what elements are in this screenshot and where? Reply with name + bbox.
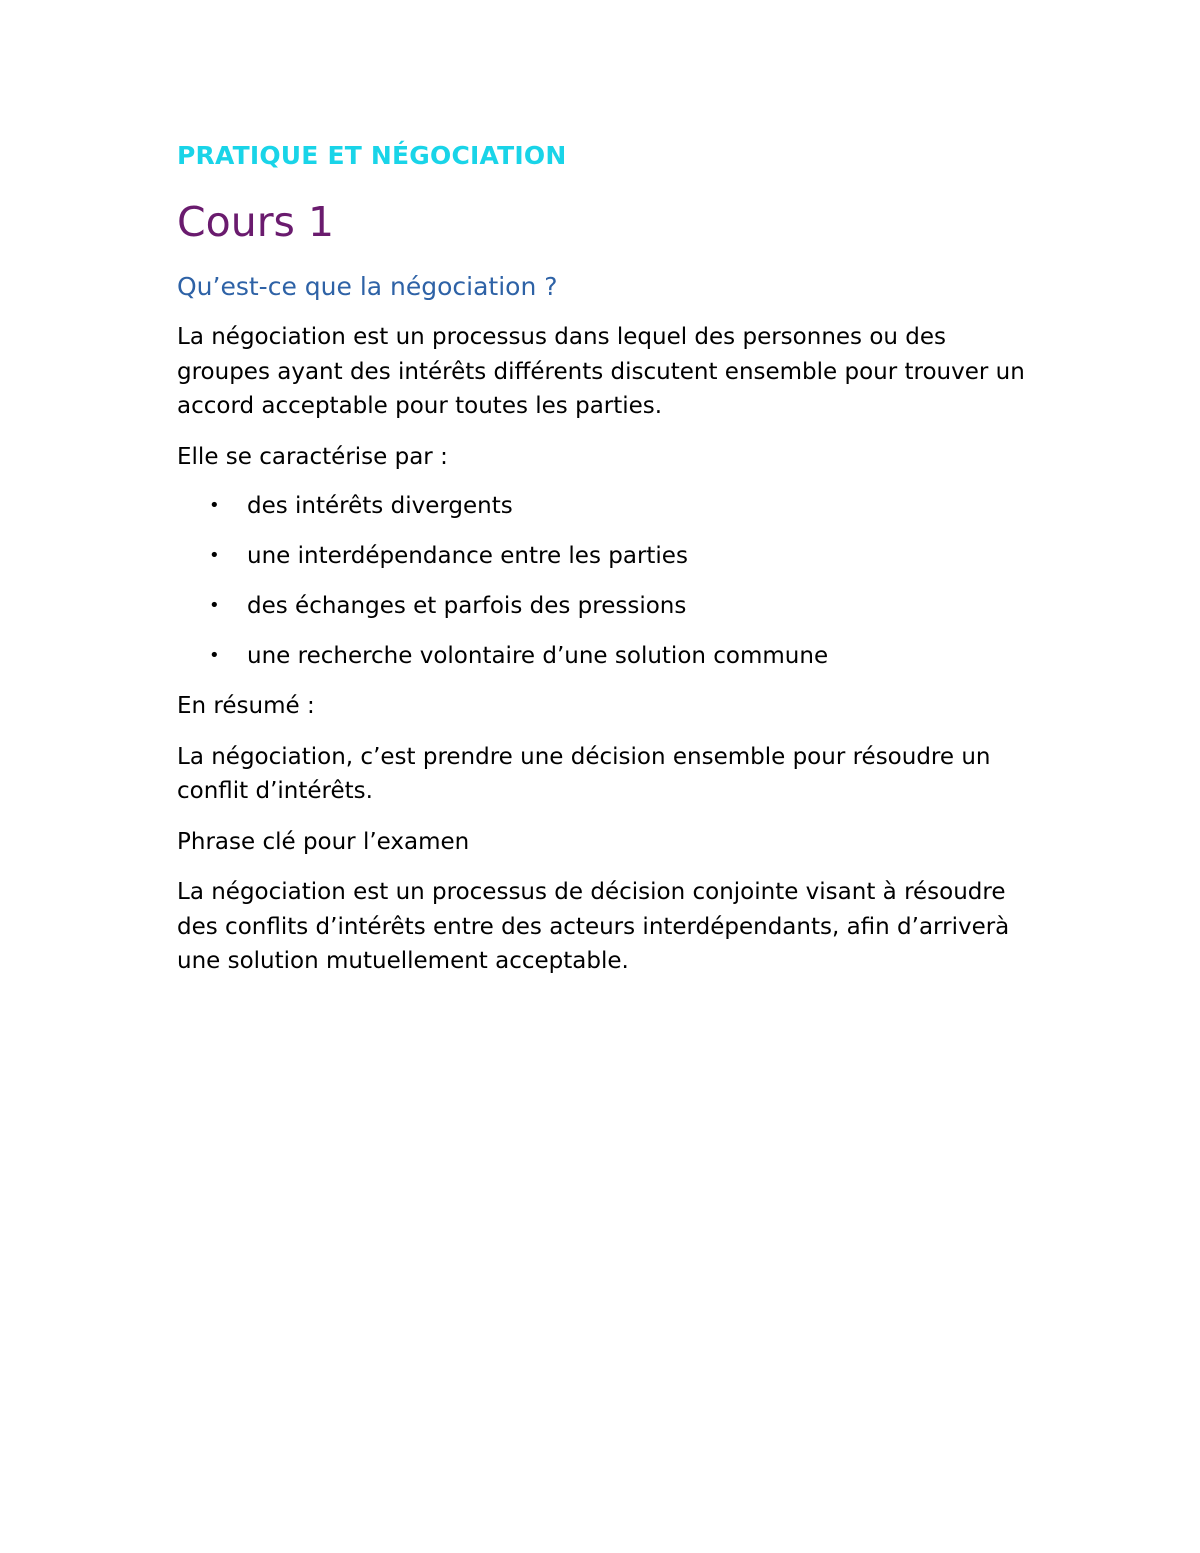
bullet-icon: •: [209, 645, 220, 666]
document-header: PRATIQUE ET NÉGOCIATION: [177, 141, 567, 170]
lead-paragraph: Elle se caractérise par :: [177, 443, 448, 470]
list-item: [177, 489, 1027, 524]
bullet-icon: •: [209, 595, 220, 616]
list-item-text: une interdépendance entre les parties: [247, 543, 688, 569]
list-item-text: une recherche volontaire d’une solution commune: [247, 643, 829, 669]
page-title: Cours 1: [177, 198, 335, 246]
bullet-icon: •: [209, 545, 220, 566]
bullet-icon: •: [209, 495, 220, 516]
characteristics-list: [177, 489, 1027, 674]
key-phrase-paragraph: La négociation est un processus de décision conjointe visant à résoudre des conflits d’intérêts entre des acteurs interdépendants, afin d’arriverà une solution mutuellement acceptable.: [177, 879, 1010, 974]
list-item: [177, 539, 1027, 574]
list-item: [177, 639, 1027, 674]
list-item: [177, 589, 1027, 624]
summary-label: En résumé :: [177, 693, 315, 719]
document-page: [177, 138, 1027, 979]
section-subtitle: Qu’est-ce que la négociation ?: [177, 272, 558, 301]
key-phrase-label: Phrase clé pour l’examen: [177, 828, 470, 855]
list-item-text: des échanges et parfois des pressions: [247, 593, 687, 619]
intro-paragraph: La négociation est un processus dans lequel des personnes ou des groupes ayant des intérêts différents discutent ensemble pour trouver un accord acceptable pour toutes les parties.: [177, 324, 1025, 419]
summary-paragraph: La négociation, c’est prendre une décision ensemble pour résoudre un conflit d’intérêts.: [177, 743, 991, 804]
list-item-text: des intérêts divergents: [247, 493, 513, 519]
